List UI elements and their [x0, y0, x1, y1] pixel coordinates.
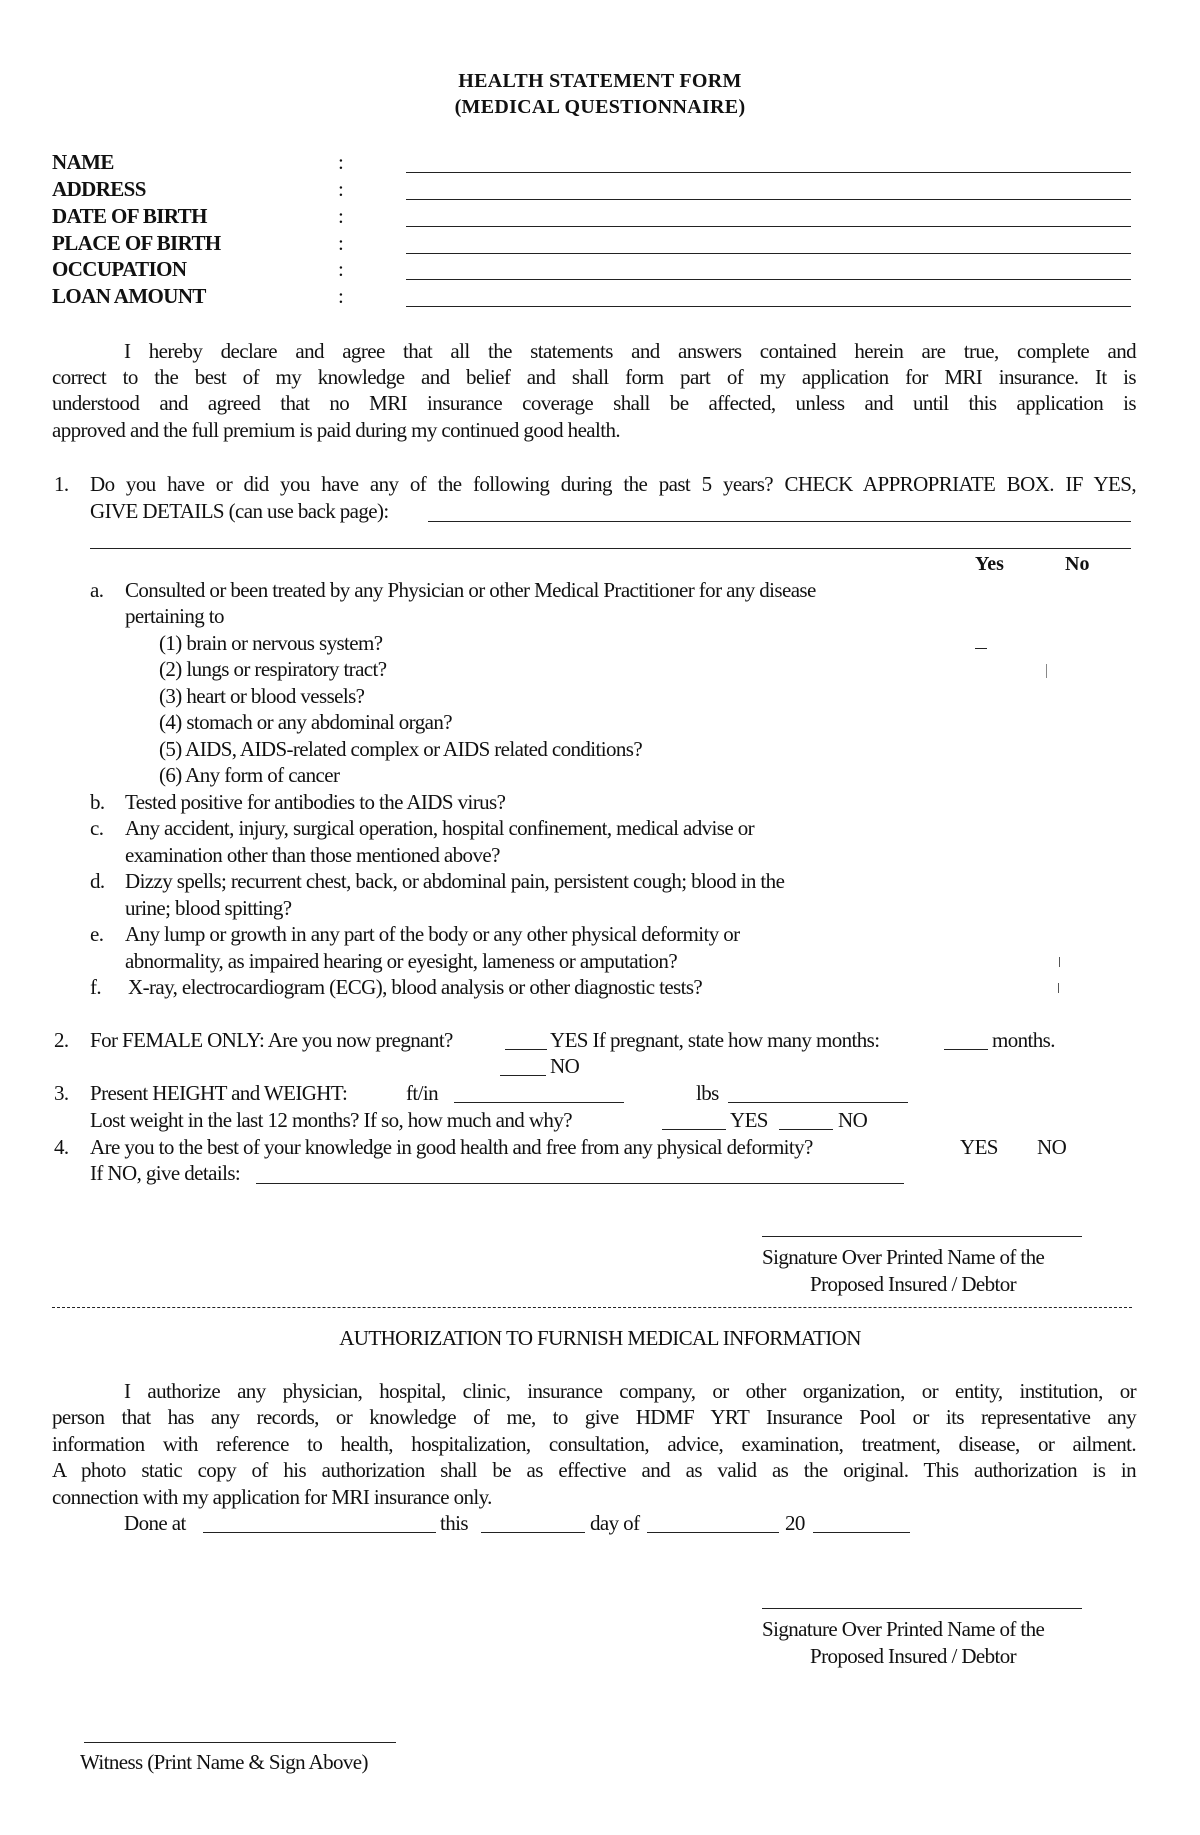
sub-item: (5) AIDS, AIDS-related complex or AIDS related conditions?: [159, 737, 643, 761]
item-letter: c.: [90, 816, 104, 840]
months-label: months.: [992, 1028, 1055, 1052]
ftin-label: ft/in: [406, 1081, 438, 1105]
question-number: 1.: [54, 472, 69, 496]
item-text: pertaining to: [125, 604, 224, 628]
question-number: 2.: [54, 1028, 69, 1052]
occupation-label: OCCUPATION: [52, 257, 187, 281]
address-field[interactable]: [406, 199, 1131, 200]
signature-line[interactable]: [762, 1236, 1082, 1237]
item-text: Consulted or been treated by any Physician or other Medical Practitioner for any disease: [125, 578, 816, 602]
q1-details-field-2[interactable]: [90, 548, 1131, 549]
no-checkbox-mark[interactable]: [1057, 957, 1060, 967]
sub-item: (2) lungs or respiratory tract?: [159, 657, 387, 681]
loan-amount-field[interactable]: [406, 306, 1131, 307]
lost-weight-yes-field[interactable]: [662, 1129, 726, 1130]
authorization-heading-wrap: [0, 1326, 1200, 1351]
pregnant-no-label: NO: [550, 1054, 580, 1078]
question-text: Present HEIGHT and WEIGHT:: [90, 1081, 348, 1105]
question-text: If NO, give details:: [90, 1161, 241, 1185]
question-text: GIVE DETAILS (can use back page):: [90, 499, 389, 523]
cut-line-divider: [52, 1307, 1132, 1308]
no-checkbox-mark[interactable]: [1058, 983, 1059, 993]
no-checkbox-mark[interactable]: [1046, 664, 1047, 678]
form-subtitle: (MEDICAL QUESTIONNAIRE): [454, 96, 746, 118]
item-letter: a.: [90, 578, 104, 602]
place-of-birth-label: PLACE OF BIRTH: [52, 231, 221, 255]
witness-caption: Witness (Print Name & Sign Above): [80, 1750, 368, 1774]
question-text: For FEMALE ONLY: Are you now pregnant?: [90, 1028, 453, 1052]
day-of-label: day of: [590, 1511, 640, 1535]
lost-weight-no-field[interactable]: [779, 1129, 833, 1130]
item-text: Tested positive for antibodies to the AIDS virus?: [125, 790, 506, 814]
item-text: examination other than those mentioned above?: [125, 843, 500, 867]
occupation-field[interactable]: [406, 279, 1131, 280]
no-column-header: No: [1065, 553, 1090, 575]
year-prefix: 20: [785, 1511, 805, 1535]
item-letter: e.: [90, 922, 104, 946]
done-at-label: Done at: [124, 1511, 186, 1535]
lbs-label: lbs: [696, 1081, 719, 1105]
question-text: Do you have or did you have any of the following during the past 5 years? CHECK APPROPRIATE BOX. IF YES,: [90, 472, 1136, 496]
authorization-line: A photo static copy of his authorization shall be as effective and as valid as the original. This authorization is in: [52, 1458, 1136, 1482]
loan-amount-label: LOAN AMOUNT: [52, 284, 206, 308]
item-letter: f.: [90, 975, 102, 999]
good-health-yes[interactable]: YES: [960, 1135, 998, 1159]
signature-caption: Proposed Insured / Debtor: [810, 1644, 1017, 1668]
question-number: 4.: [54, 1135, 69, 1159]
sub-item: (4) stomach or any abdominal organ?: [159, 710, 452, 734]
name-field[interactable]: [406, 172, 1131, 173]
sub-item: (6) Any form of cancer: [159, 763, 340, 787]
loan-amount-colon: :: [338, 284, 344, 308]
authorization-line: I authorize any physician, hospital, clinic, insurance company, or other organization, or entity, institution, or: [124, 1379, 1136, 1403]
month-field[interactable]: [647, 1532, 779, 1533]
q1-details-field[interactable]: [428, 521, 1131, 522]
name-label: NAME: [52, 150, 114, 174]
item-text: X-ray, electrocardiogram (ECG), blood analysis or other diagnostic tests?: [128, 975, 703, 999]
address-label: ADDRESS: [52, 177, 146, 201]
authorization-line: information with reference to health, hospitalization, consultation, advice, examination, treatment, disease, or ailment.: [52, 1432, 1136, 1456]
item-letter: b.: [90, 790, 105, 814]
authorization-heading: AUTHORIZATION TO FURNISH MEDICAL INFORMATION: [339, 1326, 861, 1350]
good-health-no[interactable]: NO: [1037, 1135, 1067, 1159]
declaration-line: I hereby declare and agree that all the statements and answers contained herein are true, complete and: [124, 339, 1136, 363]
place-of-birth-field[interactable]: [406, 253, 1131, 254]
year-field[interactable]: [813, 1532, 910, 1533]
question-text: Lost weight in the last 12 months? If so, how much and why?: [90, 1108, 572, 1132]
lost-weight-yes-label: YES: [730, 1108, 768, 1132]
authorization-line: connection with my application for MRI insurance only.: [52, 1485, 492, 1509]
yes-checkbox-mark[interactable]: [975, 648, 987, 649]
this-day-field[interactable]: [481, 1532, 585, 1533]
pregnant-yes-text: YES If pregnant, state how many months:: [550, 1028, 880, 1052]
date-of-birth-colon: :: [338, 204, 344, 228]
signature-caption: Signature Over Printed Name of the: [762, 1617, 1045, 1641]
item-text: Any lump or growth in any part of the body or any other physical deformity or: [125, 922, 740, 946]
pregnant-yes-field[interactable]: [505, 1049, 547, 1050]
item-letter: d.: [90, 869, 105, 893]
date-of-birth-label: DATE OF BIRTH: [52, 204, 207, 228]
this-label: this: [440, 1511, 468, 1535]
date-of-birth-field[interactable]: [406, 226, 1131, 227]
declaration-line: correct to the best of my knowledge and belief and shall form part of my application for MRI insurance. It is: [52, 365, 1136, 389]
signature-caption: Proposed Insured / Debtor: [810, 1272, 1017, 1296]
sub-item: (3) heart or blood vessels?: [159, 684, 365, 708]
months-field[interactable]: [944, 1049, 988, 1050]
witness-signature-line[interactable]: [84, 1742, 396, 1743]
pregnant-no-field[interactable]: [500, 1075, 546, 1076]
item-text: Any accident, injury, surgical operation, hospital confinement, medical advise or: [125, 816, 755, 840]
address-colon: :: [338, 177, 344, 201]
form-title: HEALTH STATEMENT FORM: [458, 70, 742, 92]
item-text: urine; blood spitting?: [125, 896, 292, 920]
sub-item: (1) brain or nervous system?: [159, 631, 383, 655]
height-field[interactable]: [454, 1102, 624, 1103]
name-colon: :: [338, 150, 344, 174]
place-of-birth-colon: :: [338, 231, 344, 255]
declaration-line: approved and the full premium is paid during my continued good health.: [52, 418, 621, 442]
occupation-colon: :: [338, 257, 344, 281]
signature-line[interactable]: [762, 1608, 1082, 1609]
item-text: Dizzy spells; recurrent chest, back, or abdominal pain, persistent cough; blood in the: [125, 869, 785, 893]
yes-column-header: Yes: [975, 553, 1004, 575]
authorization-line: person that has any records, or knowledge of me, to give HDMF YRT Insurance Pool or its representative any: [52, 1405, 1136, 1429]
question-number: 3.: [54, 1081, 69, 1105]
done-at-field[interactable]: [203, 1532, 436, 1533]
item-text: abnormality, as impaired hearing or eyesight, lameness or amputation?: [125, 949, 678, 973]
weight-field[interactable]: [728, 1102, 908, 1103]
declaration-line: understood and agreed that no MRI insurance coverage shall be affected, unless and until this application is: [52, 391, 1136, 415]
q4-details-field[interactable]: [256, 1183, 904, 1184]
lost-weight-no-label: NO: [838, 1108, 868, 1132]
question-text: Are you to the best of your knowledge in good health and free from any physical deformity?: [90, 1135, 813, 1159]
signature-caption: Signature Over Printed Name of the: [762, 1245, 1045, 1269]
